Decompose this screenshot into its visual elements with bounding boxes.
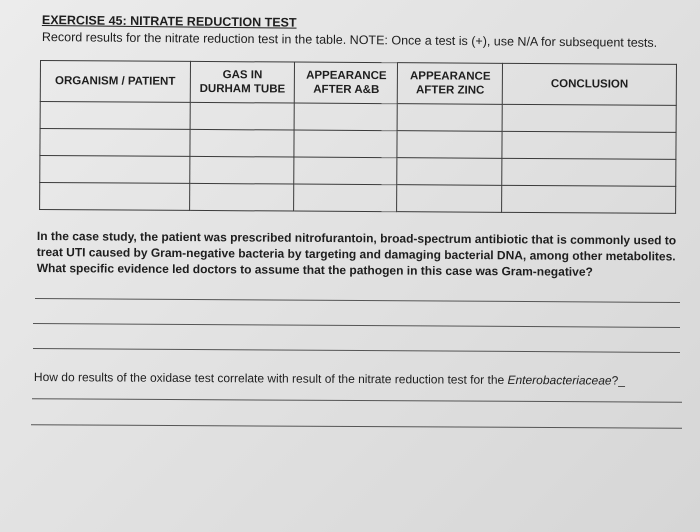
table-cell[interactable] bbox=[502, 158, 676, 186]
table-cell[interactable] bbox=[294, 184, 397, 212]
table-row bbox=[40, 102, 676, 133]
answer-line-5[interactable] bbox=[31, 424, 682, 428]
table-cell[interactable] bbox=[40, 156, 190, 184]
table-cell[interactable] bbox=[502, 185, 676, 213]
table-cell[interactable] bbox=[295, 103, 398, 131]
table-cell[interactable] bbox=[189, 156, 294, 184]
header-organism-patient: ORGANISM / PATIENT bbox=[40, 61, 190, 103]
table-cell[interactable] bbox=[397, 185, 502, 213]
header-appearance-after-ab: APPEARANCE AFTER A&B bbox=[295, 62, 398, 104]
table-cell[interactable] bbox=[397, 131, 502, 159]
table-cell[interactable] bbox=[189, 183, 294, 211]
answer-line-4[interactable] bbox=[32, 398, 682, 402]
oxidase-correlation-question: How do results of the oxidase test correlate with result of the nitrate reduction test for the Enterobacteriaceae?_ bbox=[33, 370, 626, 388]
table-cell[interactable] bbox=[40, 102, 190, 130]
table-cell[interactable] bbox=[190, 129, 295, 157]
table-row bbox=[40, 183, 676, 214]
case-study-question: In the case study, the patient was prescribed nitrofurantoin, broad-spectrum antibiotic that is commonly used to treat UTI caused by Gram-negative bacteria by targeting and damaging bacterial DNA, among other metabolites. What specific evidence led doctors to assume that the pathogen in this case was Gram-negative? bbox=[36, 228, 677, 279]
table-header-row bbox=[40, 61, 676, 106]
table-cell[interactable] bbox=[190, 102, 295, 130]
table-cell[interactable] bbox=[294, 157, 397, 185]
table-cell[interactable] bbox=[397, 104, 502, 132]
answer-line-1[interactable] bbox=[35, 298, 680, 303]
answer-line-2[interactable] bbox=[33, 323, 680, 328]
header-gas-in-durham-tube: GAS IN DURHAM TUBE bbox=[190, 61, 295, 103]
table-cell[interactable] bbox=[397, 158, 502, 186]
table-row bbox=[40, 129, 676, 160]
table-cell[interactable] bbox=[40, 129, 190, 157]
exercise-instructions: Record results for the nitrate reduction test in the table. NOTE: Once a test is (+), use N/A for subsequent tests. bbox=[41, 30, 658, 50]
header-conclusion: CONCLUSION bbox=[503, 63, 677, 105]
table-row bbox=[40, 156, 676, 187]
exercise-title: EXERCISE 45: NITRATE REDUCTION TEST bbox=[41, 13, 297, 30]
table-cell[interactable] bbox=[502, 104, 676, 132]
answer-line-3[interactable] bbox=[33, 348, 680, 353]
taxon-name: Enterobacteriaceae bbox=[507, 372, 612, 388]
header-appearance-after-zinc: APPEARANCE AFTER ZINC bbox=[398, 63, 503, 105]
table-cell[interactable] bbox=[40, 183, 190, 211]
table-cell[interactable] bbox=[502, 131, 676, 159]
table-cell[interactable] bbox=[294, 130, 397, 158]
nitrate-results-table bbox=[39, 60, 677, 214]
